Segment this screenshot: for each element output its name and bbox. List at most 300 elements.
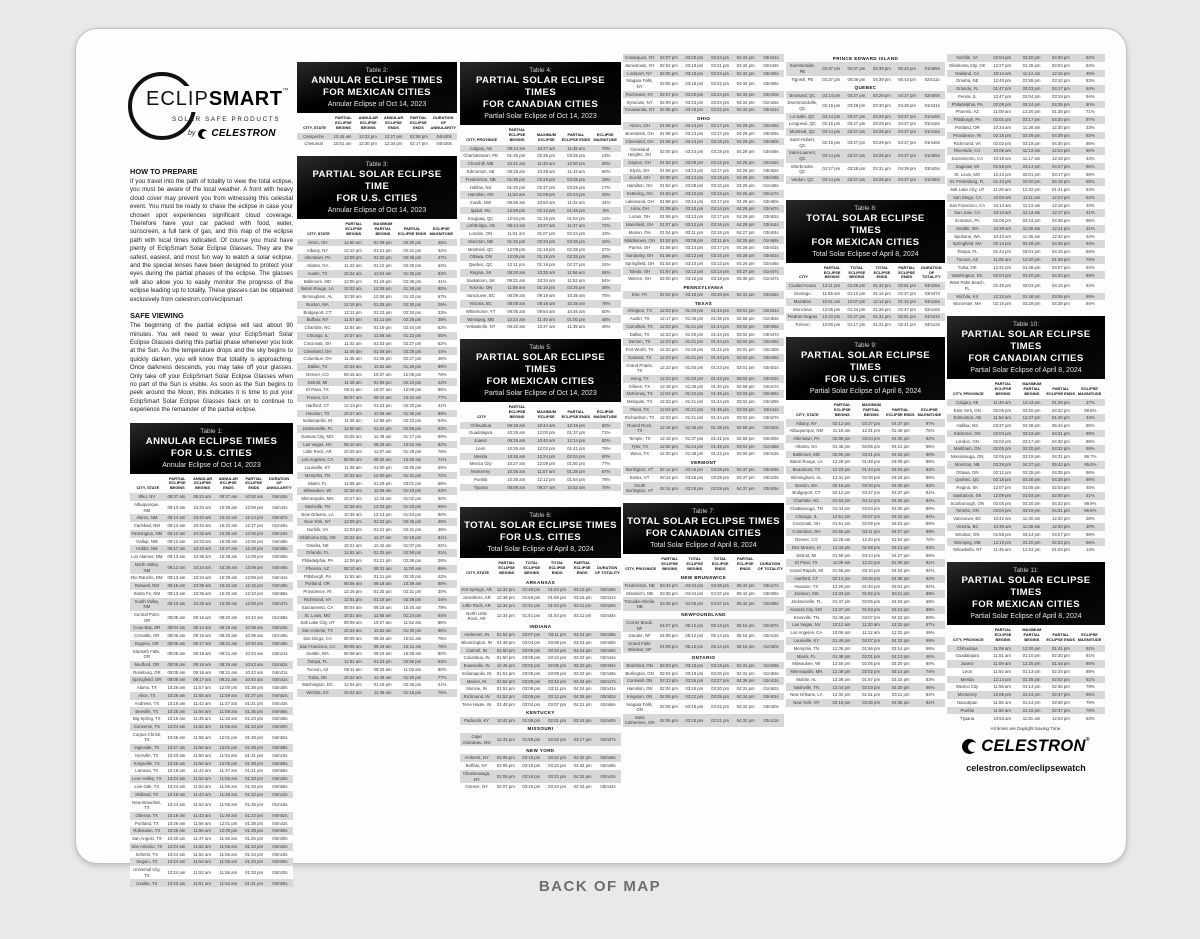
table-cell: 03:27 pm — [862, 420, 881, 426]
table-cell: 78% — [1085, 707, 1095, 713]
table-row — [297, 410, 457, 418]
table-cell: 03:14 pm — [685, 175, 704, 181]
table-row — [623, 338, 784, 346]
table-cell: 01:38 pm — [685, 451, 704, 457]
table-cell: 09:54 am — [537, 308, 556, 314]
table-row — [623, 435, 784, 443]
t6-title-block — [460, 507, 621, 558]
table-cell: 03:16 pm — [685, 292, 704, 298]
column-header: CITY, PROVINCE — [952, 636, 984, 642]
table-cell: 03:24 pm — [1022, 101, 1041, 107]
table-cell: 03:19 pm — [1022, 508, 1041, 514]
table-cell: 09:14 am — [507, 145, 526, 151]
table-cell: 01:45 pm — [711, 443, 730, 449]
table-cell: 12:01 pm — [343, 597, 362, 603]
table-cell: 03:19 pm — [1022, 454, 1041, 460]
table-cell: 03:09 pm — [862, 521, 881, 527]
table-row — [947, 714, 1105, 722]
city-cell: Mansfield, OH — [626, 221, 654, 227]
table-cell: 03:13 pm — [711, 260, 730, 266]
back-of-map-label: BACK OF MAP — [538, 878, 662, 895]
table-row — [947, 652, 1105, 660]
table-cell: 03:14 pm — [1022, 531, 1041, 537]
table-cell: 03m55s — [272, 590, 288, 596]
table-cell: 02m20s — [763, 425, 779, 431]
table-cell: 03:14 pm — [1022, 163, 1041, 169]
table-row — [130, 851, 293, 859]
table-cell: 09:14 am — [167, 515, 186, 521]
table-row — [947, 155, 1105, 163]
table-row — [947, 77, 1105, 85]
table-cell: 04:23 pm — [573, 639, 592, 645]
table-cell: 01:50 pm — [496, 655, 515, 661]
t10-title-block — [947, 316, 1105, 379]
table-cell: 89% — [437, 364, 447, 370]
city-cell: Cheektowaga, NY — [462, 770, 491, 782]
table-cell: 12:05 pm — [403, 371, 422, 377]
table-cell: 11:06 am — [993, 257, 1011, 262]
table-cell: 12:00 pm — [219, 828, 238, 834]
table-cell: 12:24 pm — [537, 453, 556, 459]
table-cell: 04:38 pm — [898, 103, 917, 109]
city-cell: Jacksonville, FL — [791, 599, 822, 605]
table-cell: 09:19 am — [373, 651, 392, 657]
table-cell: 03:09 pm — [685, 237, 704, 243]
table-cell: 12:51 pm — [832, 513, 851, 519]
table-cell: 01:40 pm — [685, 347, 704, 353]
table-row — [130, 522, 293, 530]
table-row — [947, 453, 1105, 461]
table-cell: 11:48 am — [344, 379, 362, 385]
table-cell: 10:34 am — [193, 564, 212, 570]
table-cell: 08:11 am — [344, 666, 362, 672]
table-cell: 03:11 pm — [548, 686, 566, 692]
table-row — [297, 448, 457, 456]
table-cell: 12:23 pm — [659, 414, 678, 420]
table-title-line: FOR MEXICAN CITIES — [972, 598, 1080, 610]
table-cell: 11:47 am — [193, 836, 211, 842]
table-cell: 01m29s — [763, 662, 779, 668]
table-cell: 76% — [925, 428, 935, 434]
table-row — [130, 661, 293, 669]
table-cell: 04m13s — [924, 322, 940, 328]
column-header: PARTIAL ECLIPSE BEGINS — [508, 403, 526, 419]
city-cell: St. Louis, MO — [954, 171, 981, 177]
table-cell: 03:19 pm — [1051, 93, 1070, 99]
table-cell: 90% — [925, 661, 935, 667]
table-cell: 31% — [437, 402, 447, 408]
city-cell: Baton Rouge, LA — [790, 459, 823, 465]
table-cell: 11:53 am — [344, 573, 362, 579]
table-cell: 04:32 pm — [736, 62, 755, 68]
table-cell: 04:39 pm — [891, 482, 910, 488]
table-cell: 01:17 pm — [403, 433, 422, 439]
table-cell: 01:19 pm — [537, 262, 556, 268]
table-cell: 10:51 am — [333, 141, 352, 147]
table-row — [297, 246, 457, 254]
table-cell: 03m51s — [763, 253, 779, 259]
t1-title-block — [130, 423, 293, 474]
table-cell: 12:17 pm — [1051, 210, 1070, 216]
table-cell: 11:56 am — [193, 760, 211, 766]
city-cell: Kingsville, TX — [133, 760, 160, 766]
table-cell: 04:32 pm — [1051, 500, 1070, 506]
table-cell: 01:12 pm — [537, 207, 556, 213]
table-cell: 03:20 pm — [685, 55, 704, 61]
table-cell: 31% — [1085, 225, 1095, 231]
table-cell: 44% — [437, 348, 447, 354]
column-header: PARTIAL ECLIPSE ENDS — [573, 560, 591, 576]
table-cell: 02:05 pm — [548, 663, 567, 669]
table-cell: 01:22 pm — [403, 332, 422, 338]
table-cell: 78% — [601, 476, 611, 482]
table-cell: 12% — [601, 215, 611, 221]
table-cell: 02:27 pm — [403, 356, 422, 362]
city-cell: Guadalajara — [468, 430, 493, 436]
table-cell: 03:17 pm — [711, 245, 730, 251]
table-cell: 09:21 am — [219, 669, 238, 675]
table-cell: 99% — [1085, 171, 1095, 177]
city-cell: Washington, DC — [951, 272, 983, 278]
table-cell: 02:55 pm — [403, 659, 422, 665]
table-row — [947, 293, 1105, 301]
city-cell: Memphis, TN — [304, 472, 331, 478]
table-cell: 02:28 pm — [567, 246, 586, 252]
table-cell: 03:06 pm — [1051, 293, 1070, 299]
table-cell: 01:41 pm — [711, 435, 730, 441]
city-cell: Spokane, WA — [954, 233, 981, 239]
city-cell: Leon — [475, 445, 486, 451]
table-row — [623, 466, 784, 474]
table-cell: 04:37 pm — [711, 590, 730, 596]
table-row — [297, 565, 457, 573]
column-header: ANNULAR ECLIPSE ENDS — [383, 114, 404, 130]
table-cell: 12:19 pm — [245, 546, 264, 552]
table-cell: 01:42 pm — [711, 347, 730, 353]
table-cell: 09:12 am — [167, 530, 186, 536]
table-cell: 37% — [437, 255, 447, 261]
table-cell: 03:17 pm — [711, 123, 730, 129]
table-cell: 40% — [601, 324, 611, 330]
table-cell: 03:02 pm — [736, 375, 755, 381]
table-cell: 01:33 pm — [245, 783, 264, 789]
table-cell: 12:01 pm — [219, 820, 238, 826]
table-cell: 02:05 pm — [993, 454, 1012, 460]
table-cell: 01:47 pm — [832, 599, 851, 605]
table-cell: 94% — [925, 583, 935, 589]
table-cell: 11:55 am — [219, 802, 238, 808]
city-cell: Gallup, NM — [136, 538, 158, 544]
table-column-headers — [786, 263, 945, 283]
table-cell: 03m45s — [600, 755, 616, 761]
city-cell: Eugene, OR — [135, 640, 159, 646]
table-cell: 03:10 pm — [548, 647, 567, 653]
table-cell: 70% — [601, 145, 611, 151]
table-cell: 03:29 pm — [711, 467, 730, 473]
city-cell: Coos Bay, OR — [133, 625, 161, 631]
table-cell: 03:18 pm — [685, 686, 704, 692]
table-cell: 04:27 pm — [736, 229, 755, 235]
city-cell: North Valley, NM — [134, 561, 159, 573]
table-cell: 12:13 pm — [343, 402, 362, 408]
table-cell: 03:29 pm — [1022, 132, 1041, 138]
table-cell: 10:47 am — [219, 546, 238, 552]
city-cell: Saskatoon, SK — [466, 277, 495, 283]
column-header: CITY, STATE — [796, 411, 819, 417]
table-cell: 03:22 pm — [685, 693, 704, 699]
table-cell: 02:41 pm — [898, 322, 917, 328]
table-cell: 04m20s — [272, 776, 288, 782]
table-cell: 01:58 pm — [862, 544, 881, 550]
table-cell: 12:08 pm — [245, 554, 264, 560]
table-cell: 74% — [925, 669, 935, 675]
table-cell: 01:21 pm — [373, 527, 392, 533]
table-cell: 11:57 am — [344, 317, 362, 323]
table-row — [947, 492, 1105, 500]
table-number-label: Table 1: — [200, 427, 223, 435]
table-cell: 03m46s — [600, 647, 616, 653]
table-cell: 01:21 pm — [245, 700, 264, 706]
city-cell: Austin, TX — [307, 270, 328, 276]
table-cell: 02:07 pm — [659, 55, 678, 61]
table-row — [297, 278, 457, 286]
table-cell: 12:16 pm — [1051, 70, 1070, 76]
city-cell: Fredericton, NB — [465, 176, 496, 182]
table-cell: 09:18 am — [193, 651, 212, 657]
table-cell: 03:10 pm — [711, 183, 730, 189]
table-cell: 12:38 pm — [496, 595, 515, 601]
table-cell: 01:48 pm — [496, 702, 515, 708]
table-cell: 11:30 am — [1022, 516, 1041, 522]
table-row — [947, 676, 1105, 684]
city-cell: Phoenix, AZ — [305, 565, 330, 571]
table-cell: 03:28 pm — [1022, 241, 1041, 247]
table-row — [623, 122, 784, 130]
table-cell: 89% — [1085, 668, 1095, 674]
table-cell: 12:09 pm — [343, 519, 362, 525]
city-cell: Alice, TX — [138, 692, 156, 698]
city-cell: Richmond, VA — [303, 597, 332, 603]
table-cell: 01:56 pm — [522, 595, 541, 601]
city-cell: Temple, TX — [628, 435, 651, 441]
table-cell: 01:52 pm — [496, 632, 515, 638]
table-cell: 01:53 pm — [832, 498, 851, 504]
city-cell: Durango — [794, 291, 811, 297]
table-row — [623, 167, 784, 175]
table-section-row: KENTUCKY — [460, 709, 621, 717]
city-cell: El Paso, TX — [795, 560, 818, 566]
table-cell: 04m23s — [272, 625, 288, 631]
table-row — [786, 645, 945, 653]
city-cell: Bloomington, IN — [461, 639, 492, 645]
city-cell: Knoxville, TN — [793, 614, 819, 620]
table-cell: 10:24 am — [343, 270, 362, 276]
table-cell: 12:43 pm — [1022, 399, 1041, 405]
city-cell: Drummondville, QC — [787, 100, 818, 111]
table-cell: 01:12 pm — [847, 291, 866, 297]
table-cell: 12:32 pm — [1051, 233, 1070, 239]
table-cell: 01:28 pm — [847, 283, 866, 289]
table-cell: 02:36 pm — [1051, 700, 1070, 705]
table-row — [297, 417, 457, 425]
table-cell: 11:55 am — [344, 480, 362, 486]
city-cell: Verdun, QC — [791, 177, 814, 183]
table-cell: 09:18 am — [507, 422, 526, 428]
table-cell: 12:24 pm — [1022, 547, 1041, 553]
table-cell: 12:41 pm — [832, 474, 851, 480]
table-cell: 03:18 pm — [685, 662, 704, 668]
table-cell: 02:58 pm — [736, 383, 755, 389]
table-cell: 10:44 am — [403, 395, 422, 401]
table-cell: 03:01 pm — [736, 347, 755, 353]
table-cell: 04m42s — [272, 820, 288, 826]
table-cell: 03:14 pm — [685, 198, 704, 204]
table-cell: 03:07 pm — [1051, 264, 1070, 270]
city-cell: Saginaw, MI — [955, 163, 979, 169]
table-title-line: PARTIAL SOLAR ECLIPSE TIMES — [961, 574, 1091, 598]
table-cell: 02:30 pm — [403, 573, 422, 579]
table-cell: 12:23 pm — [659, 339, 678, 345]
table-cell: 02:56 pm — [403, 426, 422, 432]
table-cell: 12:47 pm — [993, 93, 1012, 99]
table-cell: 02:58 pm — [736, 425, 755, 431]
table-cell: 10:24 am — [343, 674, 362, 680]
table-cell: 01:52 pm — [862, 591, 881, 597]
table-cell: 30% — [437, 589, 447, 595]
column-header: CITY, PROVINCE — [952, 390, 984, 396]
city-cell: Moncton, NB — [954, 461, 980, 467]
table-row — [297, 658, 457, 666]
table-cell: 02:01 pm — [548, 717, 567, 723]
city-cell: North Little Rock, AR — [466, 610, 488, 622]
table-cell: 94% — [1085, 93, 1095, 99]
table-cell: 11:57 am — [373, 449, 392, 455]
table-cell: 02m31s — [763, 308, 779, 314]
table-cell: 08:04 am — [167, 625, 186, 631]
city-cell: Montreal, QC — [789, 129, 816, 135]
table-cell: 01:44 pm — [711, 414, 730, 420]
table-cell: 12:45 pm — [496, 663, 515, 669]
daylight-saving-note: All times are Daylight Saving Time. — [990, 726, 1062, 732]
table-row — [297, 619, 457, 627]
table-cell: 17% — [601, 184, 611, 190]
table-cell: 86% — [437, 620, 447, 626]
table-row — [623, 346, 784, 354]
city-cell: Gander, NF — [628, 633, 651, 639]
table-cell: 02:04 pm — [993, 55, 1012, 61]
table-cell: 04:29 pm — [736, 138, 755, 144]
table-cell: 11:09 am — [993, 661, 1011, 667]
city-cell: Andrews, TX — [134, 700, 160, 706]
table-row — [460, 733, 621, 746]
table-number-label: Table 2: — [365, 67, 389, 74]
city-cell: Boston, MA — [795, 482, 818, 488]
table-cell: 01:52 pm — [659, 237, 678, 243]
table-cell: 12:20 pm — [1022, 257, 1041, 262]
table-cell: 01:41 pm — [685, 414, 704, 420]
table-cell: 99.8% — [1084, 508, 1097, 514]
city-cell: Middletown, OH — [624, 237, 655, 243]
table-cell: 03:14 pm — [711, 268, 730, 274]
table-cell: 12:20 pm — [1051, 524, 1070, 529]
table-cell: 03:27 pm — [847, 139, 866, 145]
table-cell: 10:43 am — [219, 583, 238, 589]
table-cell: 12:09 pm — [537, 461, 556, 467]
column-header: PARTIAL ECLIPSE BEGINS — [508, 126, 526, 142]
city-cell: Arlington, TX — [627, 308, 653, 314]
city-cell: Waco, TX — [630, 451, 649, 457]
table-cell: 04m05s — [600, 639, 616, 645]
table-cell: 03:01 pm — [403, 480, 422, 486]
table-cell: 03:26 pm — [685, 678, 704, 684]
table-cell: 02:14 pm — [659, 467, 678, 473]
table-cell: 03m42s — [600, 784, 616, 790]
table-cell: 01:21 pm — [373, 558, 392, 564]
table-row — [460, 300, 621, 308]
table-row — [947, 194, 1105, 202]
table-cell: 75% — [437, 635, 447, 641]
table-cell: 10:22 am — [343, 534, 362, 540]
t2-title-block — [297, 62, 457, 113]
table-cell: 02:35 pm — [537, 153, 556, 159]
table-cell: 04:39 pm — [1051, 132, 1070, 138]
table-cell: 01:16 pm — [403, 690, 422, 696]
column-header: CITY — [799, 274, 808, 280]
table-cell: 03m55s — [272, 880, 288, 886]
table-row — [130, 843, 293, 851]
city-cell: Irving, TX — [630, 375, 649, 381]
table-cell: 01:42 pm — [711, 451, 730, 457]
table-cell: 11:13 am — [1022, 148, 1041, 154]
table-cell: 11:28 am — [1022, 524, 1041, 529]
table-cell: 12:23 pm — [659, 308, 678, 314]
table-cell: 03:02 pm — [736, 414, 755, 420]
table-cell: 04:38 pm — [1051, 477, 1070, 483]
city-cell: Corpus Christi, TX — [132, 731, 162, 743]
city-cell: Lockport, NY — [627, 70, 653, 76]
table-cell: 11:54 am — [993, 415, 1011, 421]
table-row — [786, 149, 945, 162]
table-cell: 01:58 pm — [659, 198, 678, 204]
table-cell: 05:42 pm — [736, 583, 755, 589]
table-row — [297, 293, 457, 301]
table-cell: 04:15 pm — [1051, 283, 1070, 289]
table-cell: 03:02 pm — [736, 354, 755, 360]
table-cell: 05:12 pm — [685, 633, 704, 639]
table-row — [623, 229, 784, 237]
city-cell: Akron, OH — [307, 239, 328, 245]
t9-title-block — [786, 337, 945, 400]
table-row — [460, 315, 621, 323]
table-cell: 02:36 pm — [1051, 684, 1070, 690]
table-cell: 41% — [1085, 210, 1095, 216]
table-cell: 12:47 pm — [1022, 415, 1041, 421]
brand-byline — [188, 128, 276, 139]
table-cell: 15% — [601, 238, 611, 244]
table-cell: 11:48 am — [219, 812, 238, 818]
table-cell: 02:04 pm — [659, 670, 678, 676]
table-cell: 01:49 pm — [832, 637, 851, 643]
table-cell: 12:23 pm — [832, 467, 851, 473]
table-cell: 01:37 pm — [245, 692, 264, 698]
table-cell: 04:25 pm — [736, 183, 755, 189]
table-cell: 02:05 pm — [659, 81, 678, 87]
table-cell: 01:55 pm — [659, 206, 678, 212]
table-cell: 03:20 pm — [1022, 500, 1041, 506]
table-cell: 02:31 pm — [403, 589, 422, 595]
city-cell: Grand Rapids, MI — [789, 568, 824, 574]
table-cell: 96% — [1085, 163, 1095, 169]
